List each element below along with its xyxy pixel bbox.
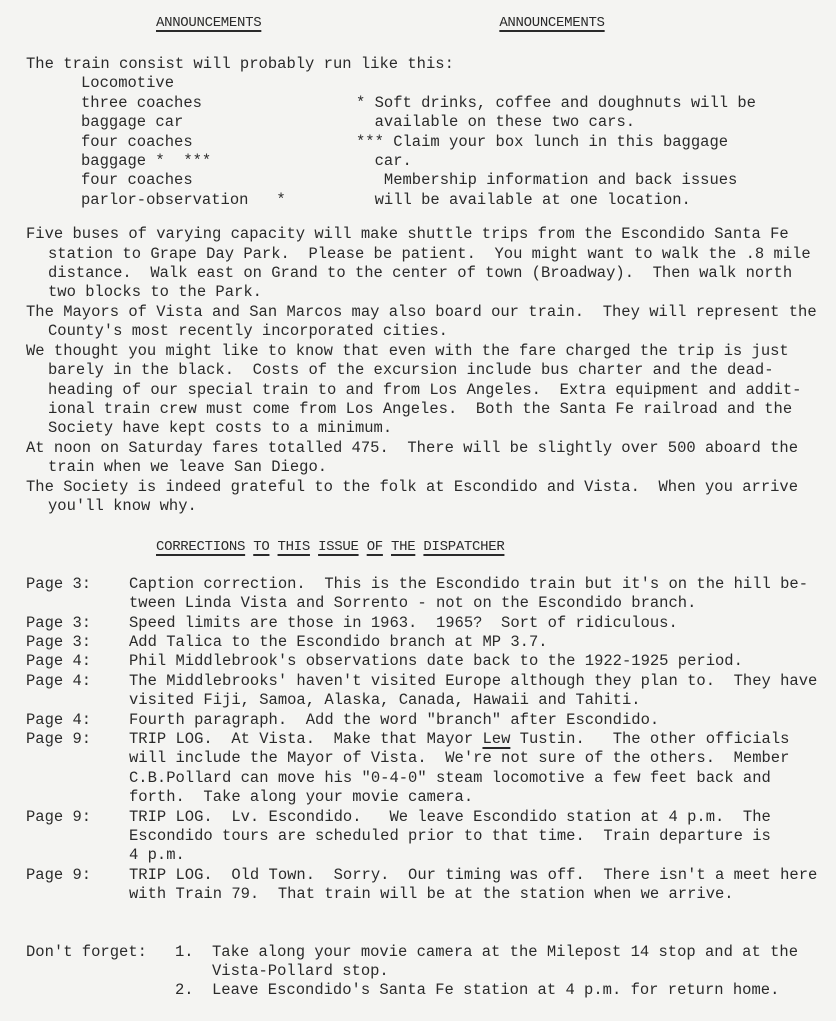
paragraph-line: Society have kept costs to a minimum.	[48, 419, 393, 438]
paragraph-line: train when we leave San Diego.	[48, 458, 328, 477]
corrections-list	[26, 575, 826, 905]
paragraph-line: two blocks to the Park.	[48, 283, 262, 302]
paragraph-line: ional train crew must come from Los Angeles. Both the Santa Fe railroad and the	[48, 399, 793, 418]
announcements-heading-right: ANNOUNCEMENTS	[499, 15, 605, 31]
correction-line: TRIP LOG. Lv. Escondido. We leave Escondido station at 4 p.m. The	[129, 807, 771, 826]
correction-page: Page 3:	[26, 574, 92, 593]
paragraph-mayors	[26, 303, 826, 342]
correction-page: Page 3:	[26, 632, 92, 651]
correction-line: with Train 79. That train will be at the station when we arrive.	[129, 885, 734, 904]
correction-line: C.B.Pollard can move his "0-4-0" steam locomotive a few feet back and	[129, 768, 771, 787]
paragraph-line: We thought you might like to know that even with the fare charged the trip is just	[26, 341, 789, 360]
consist-note: will be available at one location.	[356, 190, 691, 209]
correction-line: forth. Take along your movie camera.	[129, 788, 474, 807]
reminder-number: 2.	[175, 981, 194, 1000]
reminders-section	[26, 943, 826, 1001]
paragraph-line: At noon on Saturday fares totalled 475. There will be slightly over 500 aboard the	[26, 438, 799, 457]
reminders-label: Don't forget:	[26, 942, 147, 961]
correction-line: Fourth paragraph. Add the word "branch" after Escondido.	[129, 710, 660, 729]
paragraph-fares	[26, 439, 826, 478]
underlined-name: Lew	[482, 730, 511, 748]
corrections-heading-word: ISSUE	[318, 539, 359, 556]
correction-item	[26, 633, 826, 652]
correction-line: tween Linda Vista and Sorrento - not on the Escondido branch.	[129, 594, 697, 613]
consist-section	[26, 55, 826, 210]
consist-car: three coaches	[81, 93, 202, 112]
correction-item	[26, 575, 826, 614]
paragraph-line: The Society is indeed grateful to the folk at Escondido and Vista. When you arrive	[26, 477, 799, 496]
corrections-heading-word: TO	[253, 539, 270, 556]
corrections-heading-word: THIS	[277, 539, 310, 556]
paragraph-gratitude	[26, 478, 826, 517]
correction-line: Speed limits are those in 1963. 1965? Sort of ridiculous.	[129, 613, 678, 632]
reminder-item	[175, 981, 826, 1000]
consist-intro: The train consist will probably run like this:	[26, 55, 454, 73]
consist-car: baggage car	[81, 113, 184, 132]
correction-page: Page 4:	[26, 710, 92, 729]
correction-line: TRIP LOG. Old Town. Sorry. Our timing was off. There isn't a meet here	[129, 865, 818, 884]
paragraph-line: barely in the black. Costs of the excursion include bus charter and the dead-	[48, 361, 774, 380]
correction-line: 4 p.m.	[129, 846, 185, 865]
consist-note: *** Claim your box lunch in this baggage	[356, 132, 729, 151]
consist-car-list	[26, 74, 356, 210]
correction-page: Page 4:	[26, 652, 92, 671]
correction-item	[26, 614, 826, 633]
paragraph-line: distance. Walk east on Grand to the center of town (Broadway). Then walk north	[48, 264, 793, 283]
correction-item	[26, 866, 826, 905]
correction-line: The Middlebrooks' haven't visited Europe although they plan to. They have	[129, 671, 818, 690]
announcements-heading-left: ANNOUNCEMENTS	[156, 15, 262, 31]
reminders-list	[175, 943, 826, 1001]
consist-car: baggage * ***	[81, 152, 212, 171]
correction-line: Escondido tours are scheduled prior to that time. Train departure is	[129, 827, 771, 846]
consist-notes	[356, 74, 756, 210]
consist-note: car.	[356, 152, 412, 171]
consist-car: parlor-observation *	[81, 190, 286, 209]
text-run: TRIP LOG. At Vista. Make that Mayor	[129, 730, 483, 748]
correction-page: Page 9:	[26, 865, 92, 884]
correction-item	[26, 808, 826, 866]
paragraph-line: County's most recently incorporated cities.	[48, 322, 448, 341]
paragraph-line: The Mayors of Vista and San Marcos may also board our train. They will represent the	[26, 302, 817, 321]
correction-line: will include the Mayor of Vista. We're not sure of the others. Member	[129, 749, 790, 768]
correction-page: Page 9:	[26, 807, 92, 826]
correction-item	[26, 711, 826, 730]
announcements-headings	[26, 14, 826, 44]
consist-car: Locomotive	[81, 74, 175, 93]
correction-line: Add Talica to the Escondido branch at MP 3.7.	[129, 632, 548, 651]
correction-line: Caption correction. This is the Escondido train but it's on the hill be-	[129, 574, 809, 593]
corrections-heading	[156, 538, 826, 557]
corrections-heading-word: CORRECTIONS	[156, 539, 246, 556]
correction-item	[26, 652, 826, 671]
paragraph-costs	[26, 342, 826, 439]
reminder-line: Take along your movie camera at the Milepost 14 stop and at the	[212, 942, 798, 961]
reminder-item	[175, 943, 826, 982]
reminder-line: Leave Escondido's Santa Fe station at 4 p.m. for return home.	[212, 981, 780, 1000]
paragraph-line: you'll know why.	[48, 496, 197, 515]
correction-line-first	[129, 730, 826, 749]
paragraph-line: heading of our special train to and from Los Angeles. Extra equipment and addit-	[48, 380, 802, 399]
correction-page: Page 9:	[26, 730, 92, 748]
correction-line: visited Fiji, Samoa, Alaska, Canada, Hawaii and Tahiti.	[129, 691, 641, 710]
text-run: Tustin. The other officials	[510, 730, 790, 748]
correction-page: Page 4:	[26, 671, 92, 690]
consist-note: Membership information and back issues	[356, 171, 738, 190]
correction-page: Page 3:	[26, 613, 92, 632]
correction-item	[26, 672, 826, 711]
correction-line: Phil Middlebrook's observations date back to the 1922-1925 period.	[129, 652, 743, 671]
corrections-heading-word: OF	[366, 539, 383, 556]
paragraph-line: Five buses of varying capacity will make shuttle trips from the Escondido Santa Fe	[26, 225, 789, 244]
consist-note: * Soft drinks, coffee and doughnuts will be	[356, 93, 756, 112]
correction-item	[26, 730, 826, 808]
reminder-line: Vista-Pollard stop.	[212, 962, 389, 981]
reminder-number: 1.	[175, 942, 194, 961]
consist-note: available on these two cars.	[356, 113, 636, 132]
corrections-heading-word: DISPATCHER	[423, 539, 505, 556]
corrections-heading-word: THE	[391, 539, 416, 556]
paragraph-line: station to Grape Day Park. Please be patient. You might want to walk the .8 mile	[48, 244, 811, 263]
consist-car: four coaches	[81, 132, 193, 151]
paragraph-buses	[26, 225, 826, 303]
consist-car: four coaches	[81, 171, 193, 190]
